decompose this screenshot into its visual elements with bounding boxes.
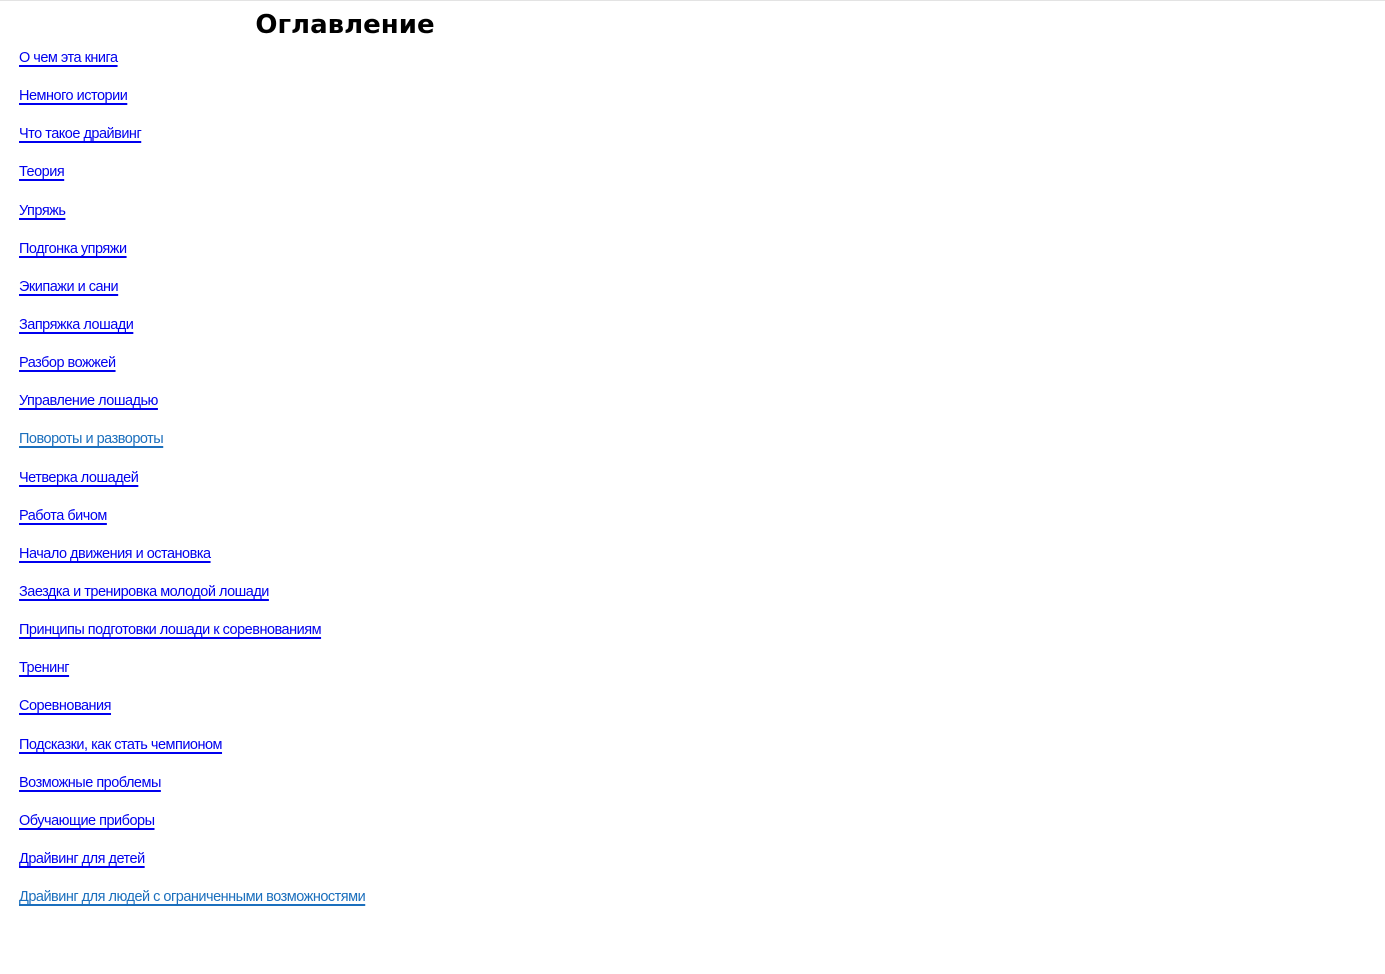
toc-link[interactable]: Управление лошадью xyxy=(19,393,158,410)
toc-link[interactable]: Соревнования xyxy=(19,698,112,715)
toc-item xyxy=(19,616,365,654)
toc-item xyxy=(19,540,365,578)
toc-link[interactable]: Возможные проблемы xyxy=(19,774,161,791)
toc-item xyxy=(19,349,365,387)
toc-link[interactable]: Начало движения и остановка xyxy=(19,545,211,562)
toc-item xyxy=(19,387,365,425)
toc-item xyxy=(19,44,365,82)
toc-link[interactable]: Разбор вожжей xyxy=(19,355,116,372)
toc-item xyxy=(19,692,365,730)
toc-link[interactable]: Упряжь xyxy=(19,202,66,219)
top-divider xyxy=(0,0,1385,1)
toc-item xyxy=(19,654,365,692)
toc-link[interactable]: Принципы подготовки лошади к соревнованиям xyxy=(19,622,322,639)
toc-item xyxy=(19,464,365,502)
toc-link[interactable]: О чем эта книга xyxy=(19,50,118,66)
toc-item xyxy=(19,807,365,845)
toc-item xyxy=(19,578,365,616)
toc-item xyxy=(19,731,365,769)
toc-link[interactable]: Запряжка лошади xyxy=(19,316,134,333)
toc-item xyxy=(19,197,365,235)
toc-link[interactable]: Четверка лошадей xyxy=(19,469,139,486)
page-title: Оглавление xyxy=(255,10,435,40)
toc-link[interactable]: Немного истории xyxy=(19,88,128,105)
toc-link[interactable]: Что такое драйвинг xyxy=(19,126,142,143)
toc-item xyxy=(19,883,365,921)
toc-item xyxy=(19,311,365,349)
toc-link[interactable]: Подгонка упряжи xyxy=(19,240,127,257)
toc-link[interactable]: Повороты и развороты xyxy=(19,431,164,448)
toc-list xyxy=(19,44,365,921)
toc-link[interactable]: Теория xyxy=(19,164,65,181)
toc-link[interactable]: Драйвинг для детей xyxy=(19,850,145,867)
toc-link[interactable]: Подсказки, как стать чемпионом xyxy=(19,736,223,753)
toc-link[interactable]: Обучающие приборы xyxy=(19,812,155,829)
toc-link[interactable]: Экипажи и сани xyxy=(19,278,119,295)
toc-link[interactable]: Работа бичом xyxy=(19,507,107,524)
toc-item xyxy=(19,769,365,807)
toc-item xyxy=(19,273,365,311)
toc-link[interactable]: Тренинг xyxy=(19,660,70,677)
toc-item xyxy=(19,158,365,196)
toc-item xyxy=(19,82,365,120)
toc-link[interactable]: Заездка и тренировка молодой лошади xyxy=(19,583,269,600)
toc-item xyxy=(19,120,365,158)
toc-item xyxy=(19,502,365,540)
toc-item xyxy=(19,845,365,883)
toc-item xyxy=(19,235,365,273)
toc-link[interactable]: Драйвинг для людей с ограниченными возможностями xyxy=(19,889,366,906)
toc-item xyxy=(19,425,365,463)
